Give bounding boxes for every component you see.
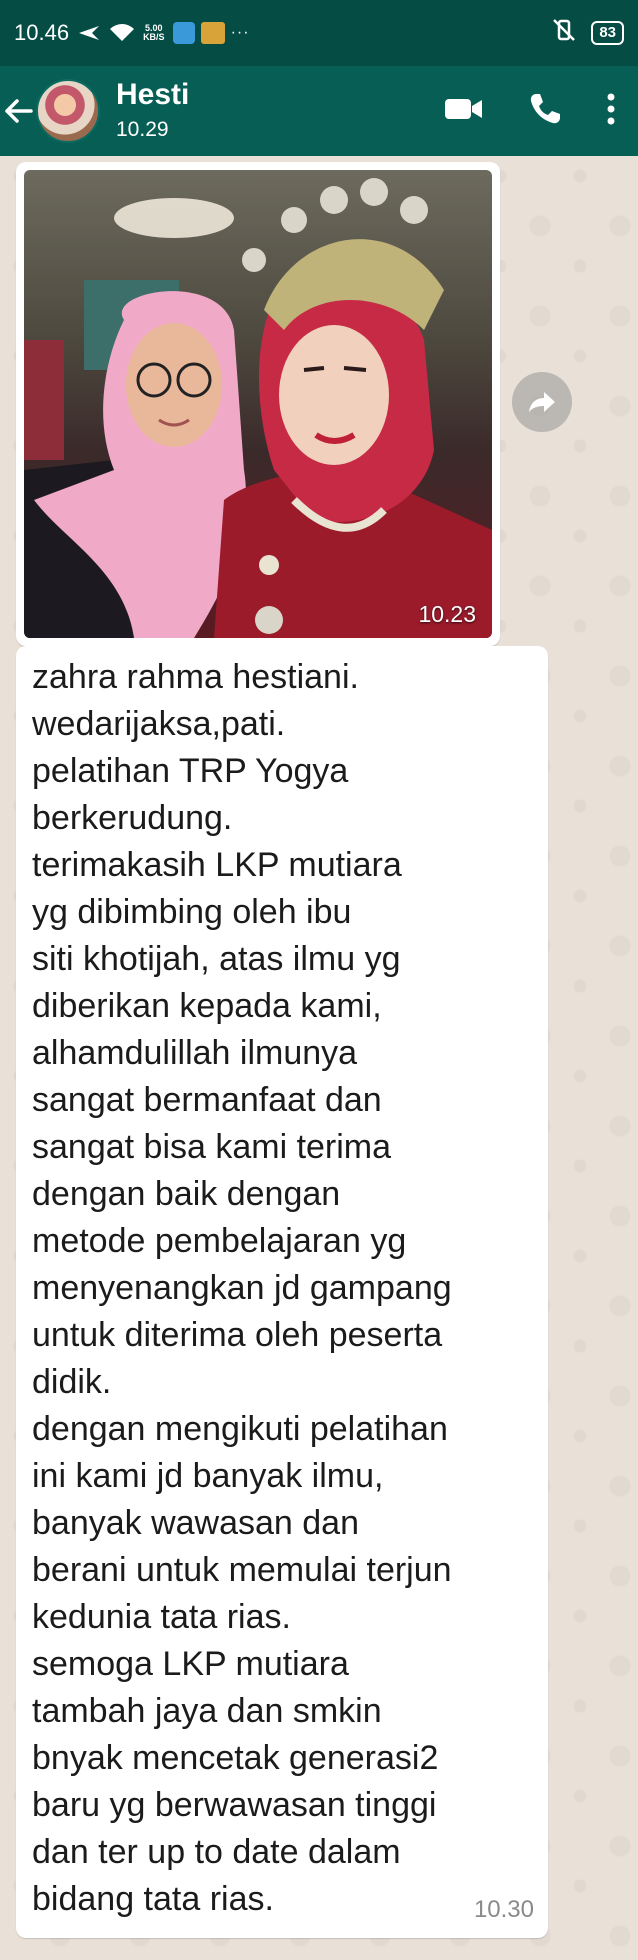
message-line: terimakasih LKP mutiara: [32, 846, 402, 884]
contact-info[interactable]: [116, 78, 189, 144]
back-arrow-icon: [3, 98, 33, 124]
message-line: pelatihan TRP Yogya: [32, 752, 349, 790]
message-line: berkerudung.: [32, 799, 233, 837]
message-line: sangat bermanfaat dan: [32, 1081, 382, 1119]
network-speed-value: 5.00: [145, 23, 163, 33]
airplane-mode-icon: [77, 22, 101, 44]
message-line: kedunia tata rias.: [32, 1598, 291, 1636]
battery-indicator: 83: [591, 21, 624, 45]
back-button[interactable]: [0, 98, 36, 124]
app-notification-icon: [173, 22, 195, 44]
message-text: [32, 654, 534, 1923]
last-seen-time: 10.29: [116, 118, 169, 141]
message-line: tambah jaya dan smkin: [32, 1692, 382, 1730]
video-camera-icon: [444, 95, 484, 123]
message-line: alhamdulillah ilmunya: [32, 1034, 358, 1072]
voice-call-button[interactable]: [528, 92, 562, 131]
message-line: dan ter up to date dalam: [32, 1833, 401, 1871]
message-line: dengan baik dengan: [32, 1175, 341, 1213]
message-line: wedarijaksa,pati.: [32, 705, 286, 743]
phone-icon: [528, 92, 562, 126]
chat-header: [0, 66, 638, 156]
forward-arrow-icon: [528, 390, 556, 414]
message-line: bidang tata rias.: [32, 1880, 274, 1918]
message-line: semoga LKP mutiara: [32, 1645, 349, 1683]
message-line: siti khotijah, atas ilmu yg: [32, 940, 401, 978]
contact-avatar[interactable]: [36, 79, 100, 143]
contact-name: Hesti: [116, 78, 190, 111]
message-line: ini kami jd banyak ilmu,: [32, 1457, 384, 1495]
more-options-button[interactable]: [606, 92, 616, 131]
photo-message[interactable]: [16, 162, 500, 646]
text-message[interactable]: [16, 646, 548, 1938]
network-speed: [143, 24, 165, 42]
message-line: berani untuk memulai terjun: [32, 1551, 452, 1589]
photo-image[interactable]: [24, 170, 492, 638]
more-vertical-icon: [606, 92, 616, 126]
selfie-photo-illustration: [24, 170, 492, 638]
chat-area[interactable]: [0, 156, 638, 1960]
status-bar: [0, 0, 638, 66]
text-message-time: 10.30: [473, 1896, 534, 1923]
forward-button[interactable]: [512, 372, 572, 432]
message-line: baru yg berwawasan tinggi: [32, 1786, 437, 1824]
message-line: zahra rahma hestiani.: [32, 658, 359, 696]
message-line: untuk diterima oleh peserta: [32, 1316, 443, 1354]
message-line: sangat bisa kami terima: [32, 1128, 392, 1166]
network-speed-unit: KB/S: [143, 32, 165, 42]
video-call-button[interactable]: [444, 95, 484, 128]
message-line: metode pembelajaran yg: [32, 1222, 407, 1260]
message-line: banyak wawasan dan: [32, 1504, 360, 1542]
message-line: bnyak mencetak generasi2: [32, 1739, 439, 1777]
message-line: diberikan kepada kami,: [32, 987, 382, 1025]
mute-vibrate-icon: [551, 18, 577, 48]
message-line: didik.: [32, 1363, 112, 1401]
wifi-icon: [109, 23, 135, 43]
status-time: 10.46: [14, 20, 70, 45]
message-line: yg dibimbing oleh ibu: [32, 893, 352, 931]
app-notification-icon-2: [201, 22, 225, 44]
message-line: dengan mengikuti pelatihan: [32, 1410, 448, 1448]
more-notifications-indicator: ···: [230, 24, 250, 41]
message-line: menyenangkan jd gampang: [32, 1269, 452, 1307]
photo-message-time: 10.23: [418, 601, 476, 627]
